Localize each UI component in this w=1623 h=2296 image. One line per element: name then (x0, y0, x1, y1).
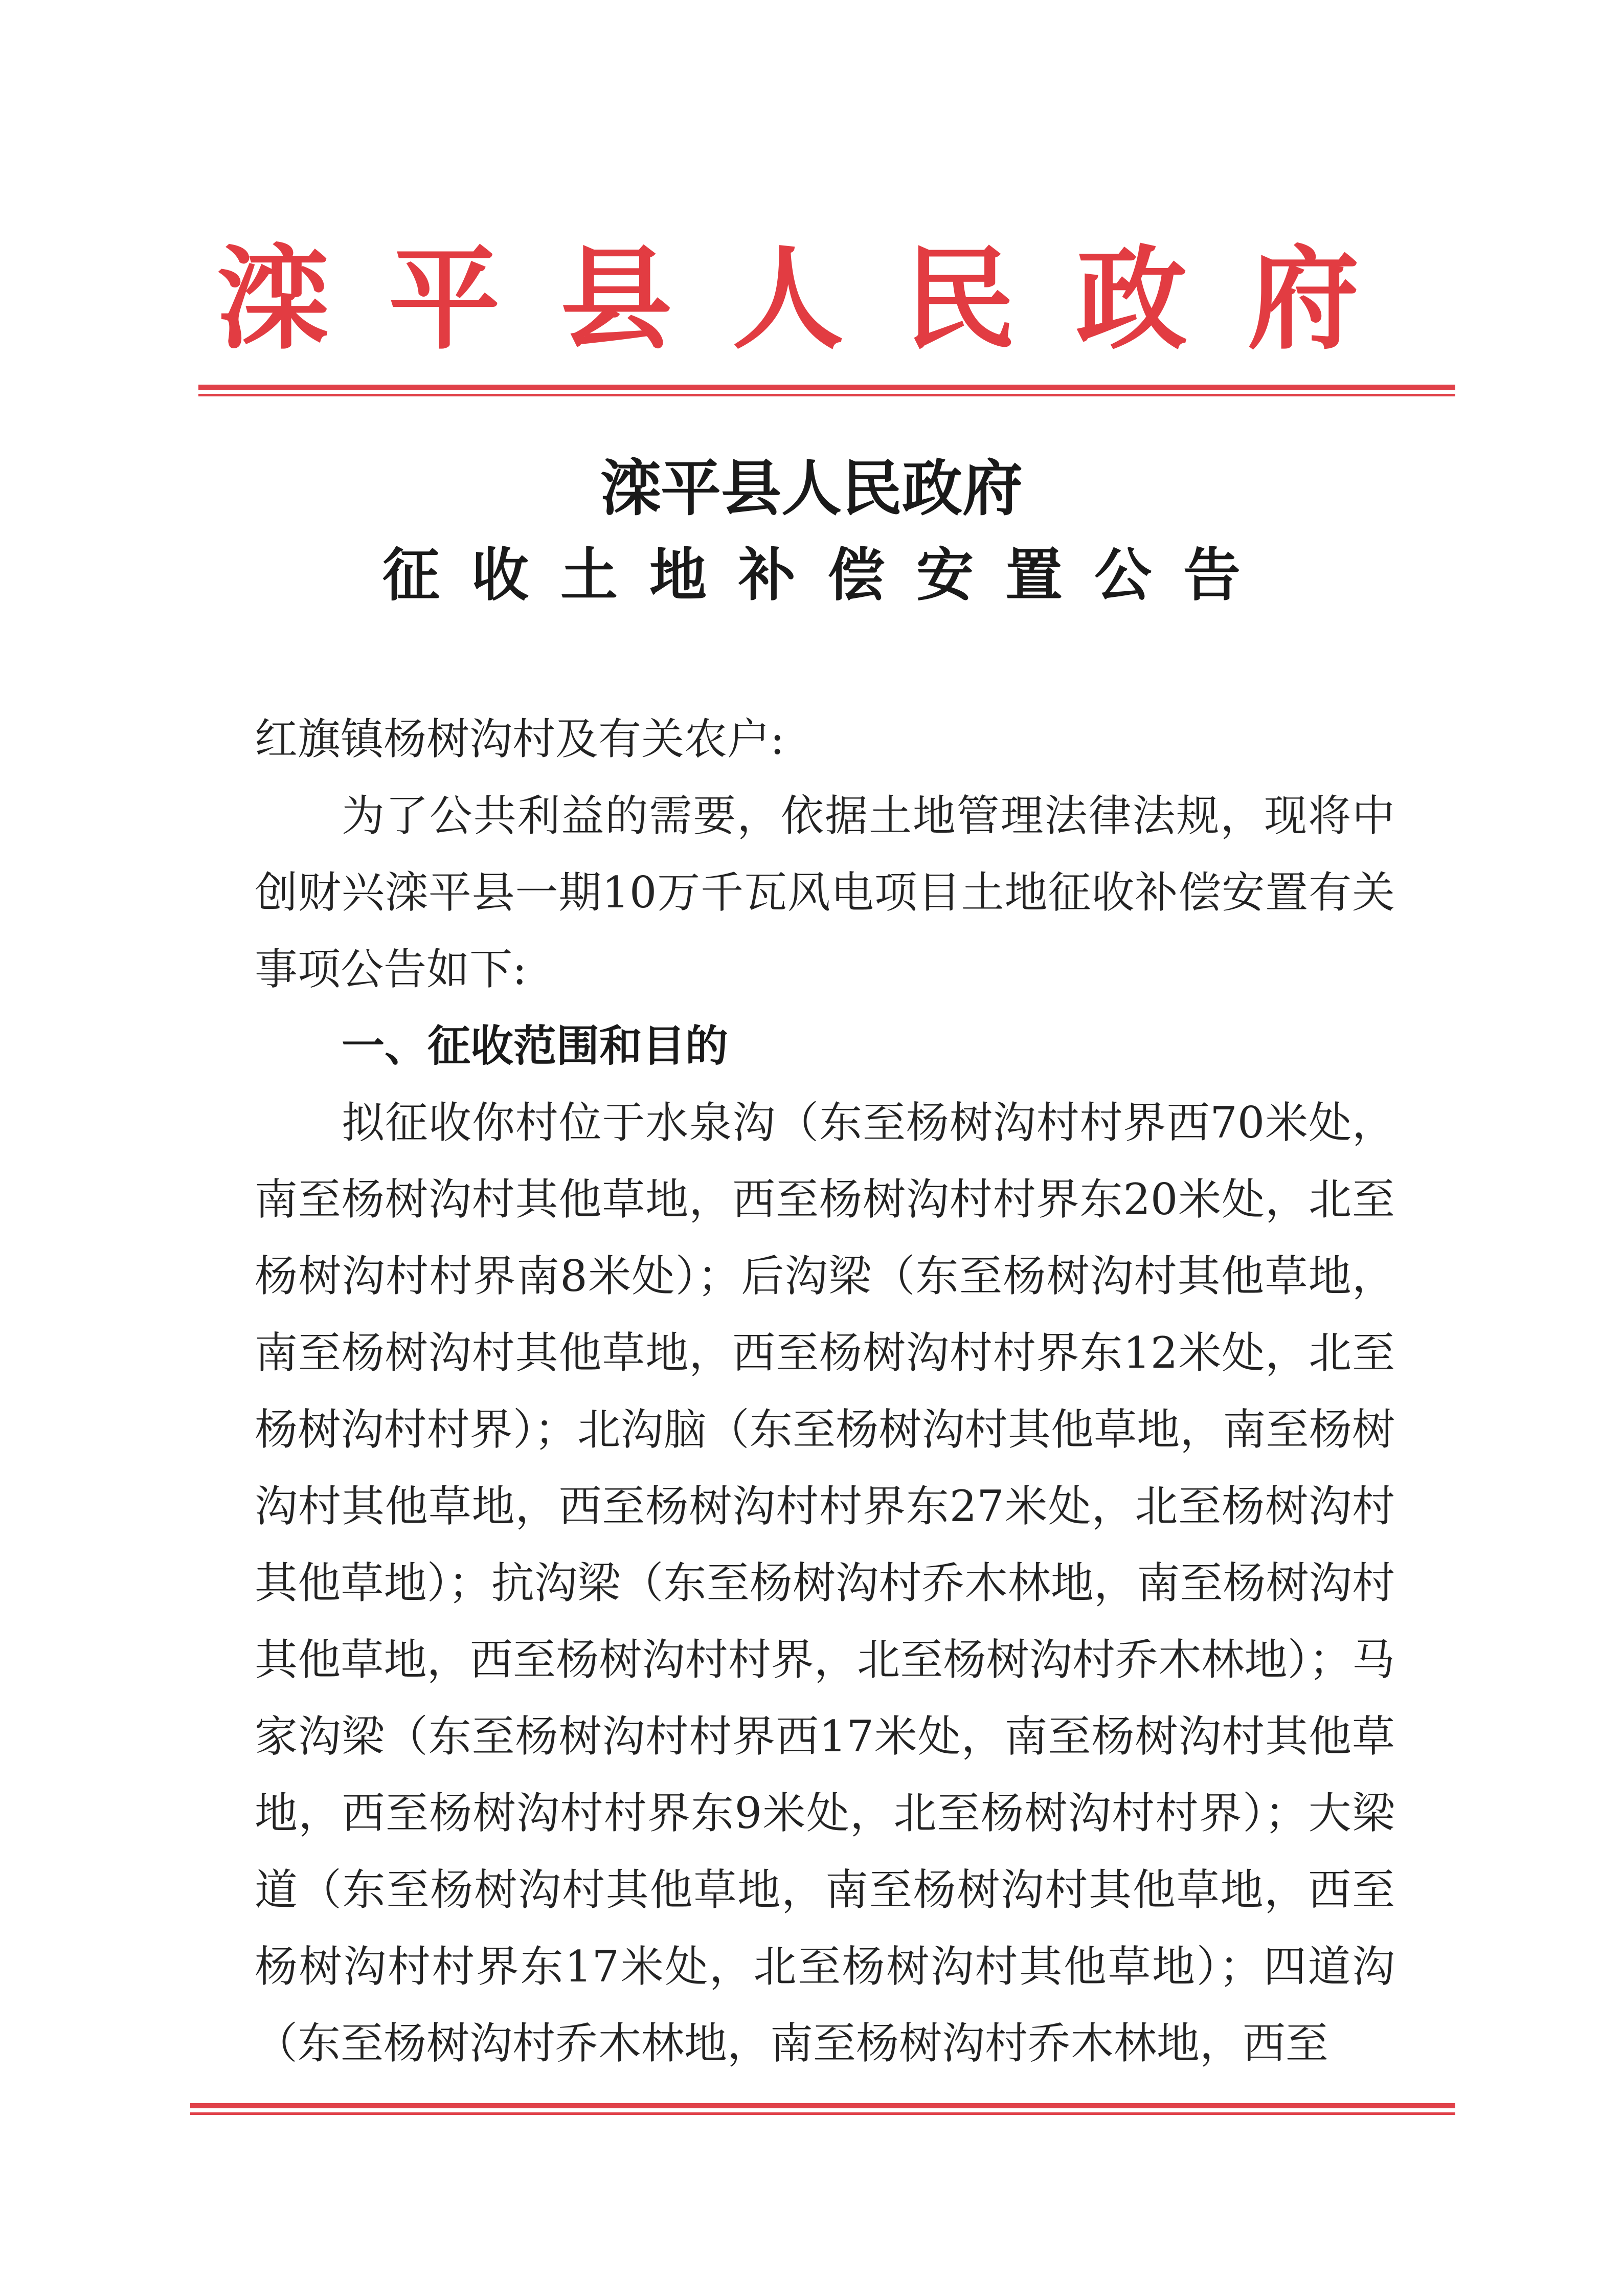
masthead-rule-thin (198, 394, 1455, 396)
section-heading: 一、征收范围和目的 (342, 1021, 729, 1071)
section-paragraph: 拟征收你村位于水泉沟（东至杨树沟村村界西70米处，南至杨树沟村其他草地，西至杨树沟村村界东20米处，北至杨树沟村村界南8米处）；后沟梁（东至杨树沟村其他草地，南至杨树沟村其他草地，西至杨树沟村村界东12米处，北至杨树沟村村界）；北沟脑（东至杨树沟村其他草地，南至杨树沟村其他草地，西至杨树沟村村界东27米处，北至杨树沟村其他草地）；抗沟梁（东至杨树沟村乔木林地，南至杨树沟村其他草地，西至杨树沟村村界，北至杨树沟村乔木林地）；马家沟梁（东至杨树沟村村界西17米处，南至杨树沟村其他草地，西至杨树沟村村界东9米处，北至杨树沟村村界）；大梁道（东至杨树沟村其他草地，南至杨树沟村其他草地，西至杨树沟村村界东17米处，北至杨树沟村其他草地）；四道沟（东至杨树沟村乔木林地，南至杨树沟村乔木林地，西至 (255, 1098, 1395, 2068)
masthead-rule-thick (198, 385, 1455, 390)
intro-paragraph: 为了公共利益的需要，依据土地管理法律法规，现将中创财兴滦平县一期10万千瓦风电项目土地征收补偿安置有关事项公告如下: (255, 791, 1395, 994)
footer-rule-thin (190, 2112, 1455, 2115)
masthead-title: 滦平县人民政府 (217, 234, 1419, 365)
salutation: 红旗镇杨树沟村及有关农户: (255, 714, 785, 764)
footer-rule-thick (190, 2103, 1455, 2108)
notice-title-line1: 滦平县人民政府 (600, 453, 1023, 524)
notice-title-line2: 征收土地补偿安置公告 (382, 542, 1272, 609)
notice-body (255, 701, 1395, 2082)
